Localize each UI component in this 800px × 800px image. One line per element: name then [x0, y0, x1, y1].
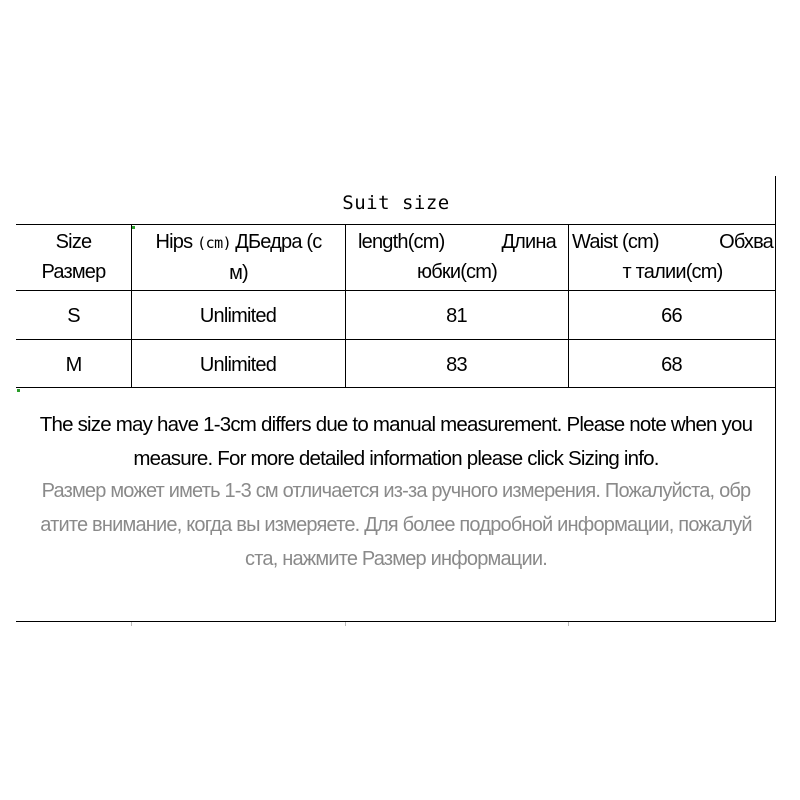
cell-length: 83	[446, 354, 467, 376]
note-en-line: measure. For more detailed information please click Sizing info.	[133, 447, 659, 470]
header-length	[358, 227, 556, 287]
header-length-line1	[358, 227, 556, 257]
table-border-row2	[16, 387, 776, 388]
header-length-en: length(cm)	[358, 231, 445, 253]
column-stub-1	[131, 622, 132, 626]
table-border-header	[16, 290, 776, 291]
note-ru-line: Размер может иметь 1-3 см отличается из-за ручного измерения. Пожалуйста, обр	[41, 480, 751, 502]
note-ru-line: атите внимание, когда вы измеряете. Для более подробной информации, пожалуй	[40, 514, 752, 536]
column-stub-2	[345, 622, 346, 626]
header-hips-line1	[132, 227, 345, 258]
header-waist-line2: т талии(cm)	[622, 261, 723, 283]
table-border-right	[775, 176, 776, 622]
table-border-row1	[16, 339, 776, 340]
cell-hips: Unlimited	[199, 305, 277, 327]
cell-waist: 66	[661, 305, 682, 327]
table-border-top	[16, 224, 776, 225]
header-size	[16, 227, 131, 287]
header-waist-line1	[572, 227, 773, 257]
note-ru-line: ста, нажмите Размер информации.	[245, 548, 547, 570]
cell-hips: Unlimited	[199, 354, 277, 376]
header-hips-en: Hips	[155, 231, 198, 253]
header-waist-en: Waist (cm)	[572, 231, 659, 253]
header-waist	[572, 227, 773, 287]
cell-length: 81	[446, 305, 467, 327]
header-length-ru: Длина	[501, 231, 556, 253]
note-en-line: The size may have 1-3cm differs due to manual measurement. Please note when you	[39, 413, 753, 436]
column-stub-3	[568, 622, 569, 626]
cell-marker	[17, 389, 20, 392]
header-hips-ru: ДБедра (с	[235, 231, 322, 253]
header-hips	[132, 227, 345, 288]
note-english	[20, 408, 772, 476]
table-border-bottom	[16, 621, 776, 622]
header-hips-line2: м)	[229, 262, 248, 284]
header-size-ru: Размер	[41, 261, 106, 283]
cell-size: M	[65, 354, 82, 376]
note-russian	[20, 474, 772, 576]
header-size-en: Size	[55, 231, 92, 253]
header-length-line2: юбки(cm)	[417, 261, 497, 283]
cell-size: S	[67, 305, 80, 327]
chart-title: Suit size	[342, 192, 450, 214]
cell-waist: 68	[661, 354, 682, 376]
header-waist-ru: Обхва	[719, 231, 773, 253]
header-hips-unit: (cm)	[197, 234, 232, 252]
